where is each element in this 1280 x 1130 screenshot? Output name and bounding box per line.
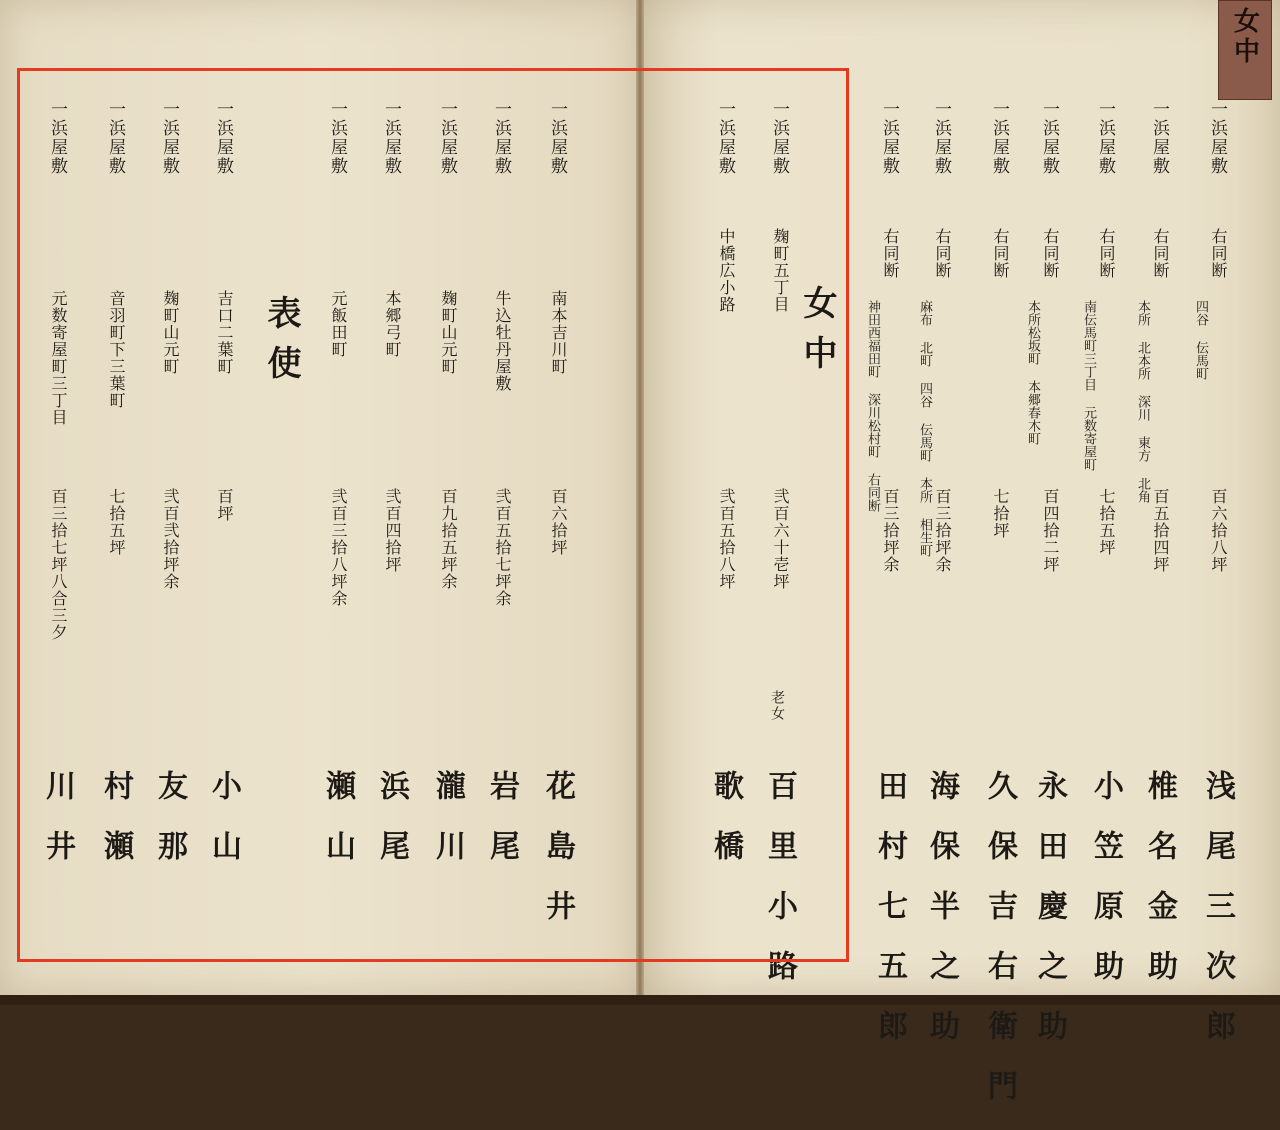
entry-name: 田村七五郎 <box>872 770 907 1070</box>
entry-heading: 一浜屋敷 <box>989 100 1009 176</box>
entry-heading: 一浜屋敷 <box>769 100 789 176</box>
entry-heading: 一浜屋敷 <box>327 100 347 176</box>
entry-area: 百六拾坪 <box>549 488 568 556</box>
entry-name: 百里小路 <box>762 770 797 1010</box>
entry-location: 元飯田町 <box>329 290 348 358</box>
entry-name: 歌橋 <box>708 770 743 890</box>
entry-heading: 一浜屋敷 <box>213 100 233 176</box>
entry-detail: 麻布 北町 四谷 伝馬町 本所 相生町 <box>917 300 932 557</box>
entry-area: 百五拾四坪 <box>1151 488 1170 573</box>
entry-name: 椎名金助 <box>1142 770 1177 1010</box>
entry-area: 百三拾坪余 <box>933 488 952 573</box>
entry-name: 岩尾 <box>484 770 519 890</box>
entry-detail: 四谷 伝馬町 <box>1193 300 1208 380</box>
entry-heading: 一浜屋敷 <box>1207 100 1227 176</box>
entry-location: 右同断 <box>933 228 952 279</box>
entry-area: 七拾五坪 <box>107 488 126 556</box>
section-heading: 表使 <box>261 295 301 395</box>
entry-name: 永田慶之助 <box>1032 770 1067 1070</box>
entry-name: 村瀬 <box>98 770 133 890</box>
entry-detail: 南伝馬町三丁目 元数寄屋町 <box>1081 300 1096 471</box>
entry-name: 友那 <box>152 770 187 890</box>
entry-location: 右同断 <box>1151 228 1170 279</box>
entry-location: 吉口二葉町 <box>215 290 234 375</box>
entry-detail: 本所松坂町 本郷春木町 <box>1025 300 1040 445</box>
entry-heading: 一浜屋敷 <box>1095 100 1115 176</box>
entry-heading: 一浜屋敷 <box>879 100 899 176</box>
entry-heading: 一浜屋敷 <box>715 100 735 176</box>
entry-area: 弐百五拾七坪余 <box>493 488 512 607</box>
entry-heading: 一浜屋敷 <box>47 100 67 176</box>
entry-heading: 一浜屋敷 <box>547 100 567 176</box>
entry-name: 川井 <box>40 770 75 890</box>
entry-heading: 一浜屋敷 <box>437 100 457 176</box>
index-tab <box>1218 0 1272 100</box>
entry-location: 中橋広小路 <box>717 228 736 313</box>
entry-location: 牛込牡丹屋敷 <box>493 290 512 392</box>
entry-heading: 一浜屋敷 <box>931 100 951 176</box>
entry-location: 麹町山元町 <box>439 290 458 375</box>
entry-heading: 一浜屋敷 <box>1039 100 1059 176</box>
entry-heading: 一浜屋敷 <box>491 100 511 176</box>
entry-name: 久保吉右衛門 <box>982 770 1017 1130</box>
entry-heading: 一浜屋敷 <box>1149 100 1169 176</box>
entry-heading: 一浜屋敷 <box>381 100 401 176</box>
entry-area: 弐百四拾坪 <box>383 488 402 573</box>
entry-area: 七拾坪 <box>991 488 1010 539</box>
entry-area: 百九拾五坪余 <box>439 488 458 590</box>
entry-area: 弐百弐拾坪余 <box>161 488 180 590</box>
entry-location: 麹町山元町 <box>161 290 180 375</box>
entry-location: 右同断 <box>1041 228 1060 279</box>
entry-location: 右同断 <box>881 228 900 279</box>
entry-name: 瀬山 <box>320 770 355 890</box>
entry-detail: 神田西福田町 深川松村町 右同断 <box>865 300 880 512</box>
entry-name: 海保半之助 <box>924 770 959 1070</box>
entry-location: 音羽町下三葉町 <box>107 290 126 409</box>
entry-location: 元数寄屋町三丁目 <box>49 290 68 426</box>
entry-area: 百三拾坪余 <box>881 488 900 573</box>
entry-area: 百三拾七坪八合三夕 <box>49 488 68 641</box>
entry-name: 瀧川 <box>430 770 465 890</box>
entry-area: 弐百六十壱坪 <box>771 488 790 590</box>
entry-location: 麹町五丁目 <box>771 228 790 313</box>
entry-area: 弐百五拾八坪 <box>717 488 736 590</box>
entry-area: 弐百三拾八坪余 <box>329 488 348 607</box>
entry-location: 本郷弓町 <box>383 290 402 358</box>
entry-name: 浅尾三次郎 <box>1200 770 1235 1070</box>
entry-location: 右同断 <box>1209 228 1228 279</box>
entry-location: 右同断 <box>1097 228 1116 279</box>
entry-area: 百四拾二坪 <box>1041 488 1060 573</box>
entry-detail: 本所 北本所 深川 東方 北角 <box>1135 300 1150 503</box>
entry-name: 浜尾 <box>374 770 409 890</box>
entry-name: 花島井 <box>540 770 575 950</box>
entry-location: 南本吉川町 <box>549 290 568 375</box>
entry-location: 右同断 <box>991 228 1010 279</box>
entry-name: 小笠原助 <box>1088 770 1123 1010</box>
entry-heading: 一浜屋敷 <box>159 100 179 176</box>
book-gutter <box>636 0 644 995</box>
index-tab-label: 女中 <box>1229 7 1260 67</box>
section-heading: 女中 <box>797 285 837 385</box>
entry-heading: 一浜屋敷 <box>105 100 125 176</box>
entry-note: 老女 <box>769 690 785 722</box>
entry-name: 小山 <box>206 770 241 890</box>
entry-area: 百坪 <box>215 488 234 522</box>
entry-area: 百六拾八坪 <box>1209 488 1228 573</box>
entry-area: 七拾五坪 <box>1097 488 1116 556</box>
